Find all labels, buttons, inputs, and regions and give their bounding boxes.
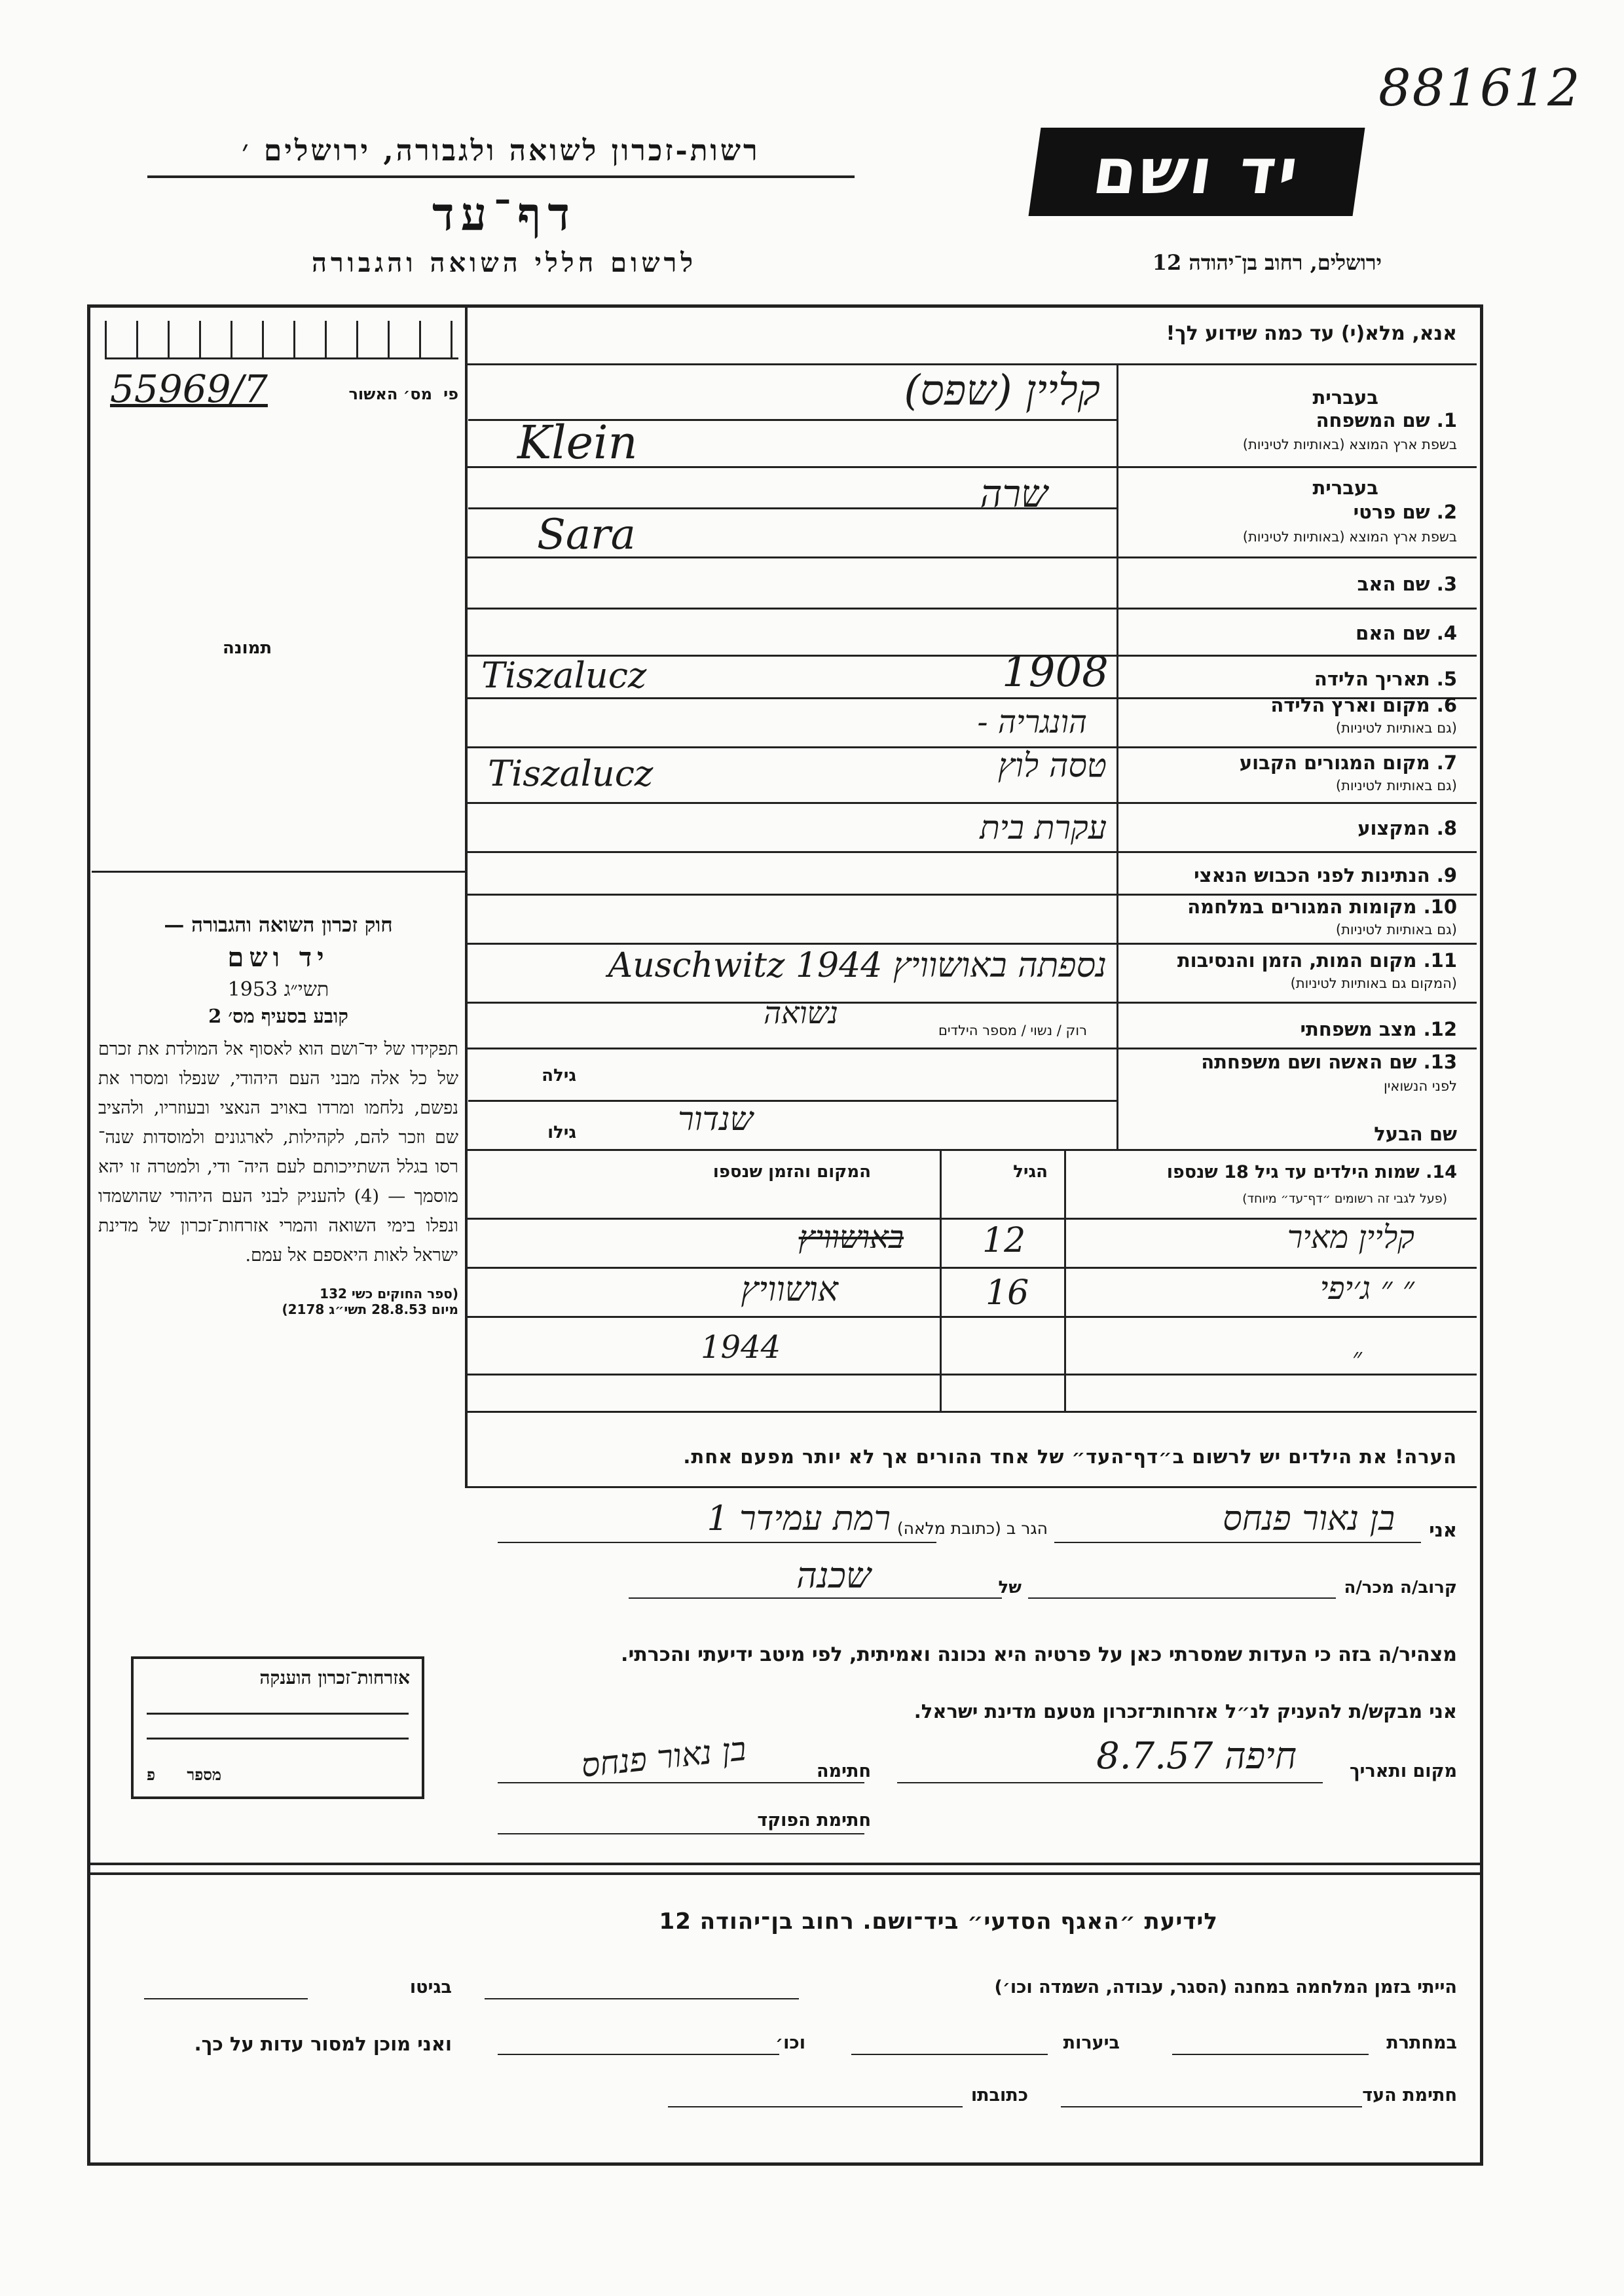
children-age-border [940,1149,942,1411]
field-10-note: (גם באותיות לטיניות) [1335,922,1457,938]
children-age-header: הגיל [1013,1162,1048,1182]
field-7-value-latin: Tiszalucz [488,753,654,794]
children-num: 14. [1426,1162,1457,1182]
field-6-value: הונגריה - [977,704,1087,740]
field-1-label [1316,409,1457,431]
bottom-line1-a: הייתי בזמן המלחמה במחנה (הסגר, עבודה, השמדה וכו׳) [994,1977,1457,1997]
field-9-label [1194,864,1457,886]
witness-address: רמת עמידר 1 [707,1499,891,1539]
field-12-num: 12. [1423,1018,1457,1040]
witness-signature-line [498,1782,864,1783]
yad-vashem-logo [1029,128,1365,216]
child-3-border [465,1374,1477,1376]
witness-signature-label: חתימה [816,1761,871,1781]
bottom-line2-d: ואני מוכן למסור עדות על כך. [194,2033,452,2055]
citizenship-line-1 [147,1713,409,1715]
bottom-line2-blank-1 [1172,2054,1369,2055]
field-10-label [1187,896,1457,918]
hebrew-tag-2: בעברית [1312,477,1378,499]
witness-place-date-label: מקום ותאריך [1349,1761,1457,1781]
field-5-name: תאריך הלידה [1314,668,1430,690]
witness-residing-label: הגר ב (כתובת מלאה) [896,1519,1048,1538]
field-5-value: 1908 [1002,648,1109,697]
citizenship-serial-suffix: פ [147,1765,156,1784]
witness-of-label: של [998,1578,1022,1597]
reg-prefix: פי [443,385,458,403]
witness-place-date-line [897,1782,1323,1783]
law-name: יד ושם [227,942,329,973]
reg-label: מס׳ האשור [348,385,432,403]
field-13-note: לפני הנשואין [1383,1078,1457,1094]
photo-label: תמונה [223,638,272,658]
bottom-line3-a: חתימת העד [1362,2085,1457,2105]
field-6-name: מקום וארץ הלידה [1270,694,1430,716]
husband-age-label: גילו [547,1123,576,1142]
field-1-name: שם המשפחה [1316,409,1430,431]
remark-border [465,1486,1477,1488]
citizenship-title: אזרחות־זכרון הוענקה [259,1667,410,1688]
child-1-name: קליין מאיר [1287,1219,1414,1256]
form-subtitle: לרשום חללי השואה והגבורה [311,247,697,278]
form-remark: הערה! את הילדים יש לרשום ב״דף־העד״ של אחד ההורים אך לא יותר מפעם אחת. [683,1446,1457,1468]
field-7-label [1240,752,1457,774]
husband-label: שם הבעל [1374,1123,1457,1145]
hebrew-tag-1: בעברית [1312,386,1378,409]
org-prefix: ׳ [242,134,251,168]
bottom-line2-c: וכו׳ [775,2033,805,2053]
field-13-label [1201,1051,1457,1073]
field-8-name: המקצוע [1357,817,1430,839]
bottom-line1-blank-1 [485,1998,799,1999]
law-title: חוק זכרון השואה והגבורה — [164,913,393,937]
field-12-label [1300,1018,1457,1040]
bottom-line2-blank-3 [498,2054,779,2055]
logo-address: ירושלים, רחוב בן־יהודה 12 [1152,250,1382,275]
field-11-name: מקום המות, הזמן והנסיבות [1177,949,1417,972]
witness-place-date-value: חיפה 8.7.57 [1096,1735,1297,1777]
org-line-text: רשות-זכרון לשואה ולגבורה, ירושלים [263,134,760,168]
field-13-age-label: גילה [542,1066,576,1085]
field-3-num: 3. [1436,573,1457,595]
witness-officer-label: חתימת הפוקד [757,1810,871,1831]
field-4-label [1356,622,1457,644]
citizenship-serial-label: מספר [187,1765,222,1784]
org-line [147,134,855,168]
bottom-border-2 [87,1872,1480,1875]
form-intro: אנא, מלא(י) עד כמה שידוע לך! [1166,322,1457,345]
witness-declaration-2: אני מבקש/ת להעניק לנ״ל אזרחות־זכרון מטעם מדינת ישראל. [913,1700,1457,1722]
husband-value: שנדור [678,1100,753,1138]
child-3-name: ״ [1352,1343,1362,1373]
law-footnote-1: (ספר החוקים כשי 132 [320,1286,458,1302]
field-13-name: שם האשה ושם משפחתה [1201,1051,1417,1073]
field-12-border [465,1048,1477,1049]
form-title: דף־עד [432,187,576,241]
field-10-num: 10. [1423,896,1457,918]
child-2-name: ״ ״ ג׳יפי [1320,1270,1414,1307]
law-year: תשי״ג 1953 [227,978,329,1001]
field-3-border [465,608,1477,610]
witness-declaration-1: מצהיר/ה בזה כי העדות שמסרתי כאן על פרטיה היא נכונה ואמיתית, לפי מיטב ידיעתי והכרתי. [621,1643,1457,1666]
field-11-value: נספתה באושוויץ 1944 Auschwitz [608,946,1107,985]
field-4-num: 4. [1436,622,1457,644]
field-3-name: שם האב [1357,573,1430,595]
witness-relation-value: שכנה [796,1555,871,1596]
reg-ticks [105,321,458,359]
field-11-num: 11. [1423,949,1457,972]
field-12-name: מצב משפחתי [1300,1018,1417,1040]
child-2-border [465,1316,1477,1318]
child-1-age: 12 [982,1221,1026,1260]
children-place-header: המקום והזמן שנספו [712,1162,871,1182]
child-1-place: באושוויץ [798,1219,904,1256]
bottom-line3-b: כתובתו [970,2085,1028,2105]
field-8-num: 8. [1436,817,1457,839]
field-10-name: מקומות המגורים במלחמה [1187,896,1417,918]
citizenship-box [131,1656,424,1799]
bottom-line3-blank-2 [668,2106,963,2107]
bottom-line2-blank-2 [851,2054,1048,2055]
bottom-line1-blank-2 [144,1998,308,1999]
label-column-border [1116,363,1118,1149]
field-8-label [1357,817,1457,839]
field-3-label [1357,573,1457,595]
field-2-border [465,556,1477,558]
field-1-note: בשפת ארץ המוצא (באותיות לטיניות) [1242,437,1457,452]
witness-relation-label: קרוב/ה מכר/ה [1344,1578,1457,1597]
witness-of-line [629,1597,1002,1599]
witness-i-label: אני [1429,1519,1457,1541]
field-7-note: (גם באותיות לטיניות) [1335,778,1457,793]
field-7-num: 7. [1436,752,1457,774]
field-2-heb-value: שרה [980,471,1048,516]
field-8-value: עקרת בית [980,809,1107,847]
witness-relation-line [1028,1597,1336,1599]
witness-name: בן נאור פנחס [1223,1499,1395,1539]
bottom-border-1 [87,1863,1480,1865]
field-6-label [1270,694,1457,716]
field-2-note: בשפת ארץ המוצא (באותיות לטיניות) [1242,529,1457,545]
child-2-age: 16 [986,1273,1029,1313]
law-text: תפקידו של יד־ושם הוא לאסוף אל המולדת את זכרם של כל אלה מבני העם היהודי, שנפלו ומסרו את נפשם, נלחמו ומרדו באויב הנאצי ובעוזריו, ולהציב שם וזכר להם, לקהילות, לארגונים ולמוסדות שנה־ רסו בגלל השתייכותם לעם היה־ ודי, ולמטרה זו יהא מוסמך — (4) להעניק לבני העם היהודי שהושמדו ונפלו בימי השואה והמרי אזרחות־זכרון של מדינת ישראל לאות היאספם אל עמם. [98,1039,458,1266]
law-block [98,913,458,1317]
bottom-title: לידיעת ״האגף הסדעי״ ביד־ושם. רחוב בן־יהודה 12 [659,1908,1218,1935]
logo-text: יד ושם [1088,135,1305,208]
bottom-line2-a: במחתרת [1386,2033,1457,2053]
children-title: שמות הילדים עד גיל 18 שנספו [1166,1162,1420,1182]
citizenship-line-2 [147,1738,409,1740]
field-11-note: (המקום גם באותיות לטיניות) [1290,975,1457,991]
witness-signature-value: בן נאור פנחס [579,1729,748,1785]
field-2-label [1354,501,1457,523]
law-clause: קובע בסעיף מס׳ 2 [208,1005,348,1027]
field-2-name: שם פרטי [1353,501,1430,523]
field-12-value: נשואה [764,995,838,1030]
witness-name-line [1054,1542,1421,1543]
field-2-num: 2. [1436,501,1457,523]
child-2-place: אושוויץ [741,1270,838,1309]
field-8-border [465,851,1477,853]
field-6-border [465,746,1477,748]
reg-number: 55969/7 [110,367,268,411]
field-5-value2: Tiszalucz [481,655,647,696]
archive-number: 881612 [1378,59,1581,118]
witness-officer-line [498,1833,864,1834]
bottom-line1-b: בגיטו [409,1977,452,1997]
children-label [1167,1162,1457,1182]
field-6-num: 6. [1436,694,1457,716]
field-4-name: שם האם [1356,622,1430,644]
field-1-border [465,466,1477,468]
field-9-name: הנתינות לפני הכבוש הנאצי [1194,864,1430,886]
children-name-border [1064,1149,1066,1411]
field-5-label [1314,668,1457,690]
field-1-latin-value: Klein [517,416,638,469]
field-10-border [465,943,1477,945]
field-11-border [465,1002,1477,1004]
witness-address-line [498,1542,936,1543]
citizenship-serial [147,1765,221,1785]
field-13-border [465,1149,1477,1151]
field-7-name: מקום המגורים הקבוע [1239,752,1430,774]
bottom-line3-blank-1 [1061,2106,1362,2107]
field-13-line [468,1100,1116,1102]
field-9-num: 9. [1436,864,1457,886]
field-13-num: 13. [1423,1051,1457,1073]
children-note: (פעל לגבי זה רשומים ״דף־עד״ מיוחד) [1242,1192,1447,1206]
field-6-note: (גם באותיות לטיניות) [1335,720,1457,736]
field-12-note: רוק / נשוי / מספר הילדים [938,1023,1087,1038]
intro-border [465,363,1477,365]
child-1-border [465,1267,1477,1269]
law-top-border [92,871,465,873]
org-underline [147,175,855,178]
field-11-label [1177,949,1457,972]
children-bottom-border [465,1411,1477,1413]
field-1-num: 1. [1436,409,1457,431]
law-footnote-2: מיום 28.8.53 תשי״ג 2178) [282,1302,458,1317]
field-7-border [465,802,1477,804]
field-5-num: 5. [1436,668,1457,690]
field-1-heb-value: קליין (שפס) [904,367,1100,415]
field-2-latin-value: Sara [537,511,636,559]
field-7-value: טסה לוץ [997,746,1107,784]
left-column-border [465,308,468,1486]
bottom-line2-b: ביערות [1063,2033,1120,2053]
child-3-place: 1944 [701,1329,781,1366]
